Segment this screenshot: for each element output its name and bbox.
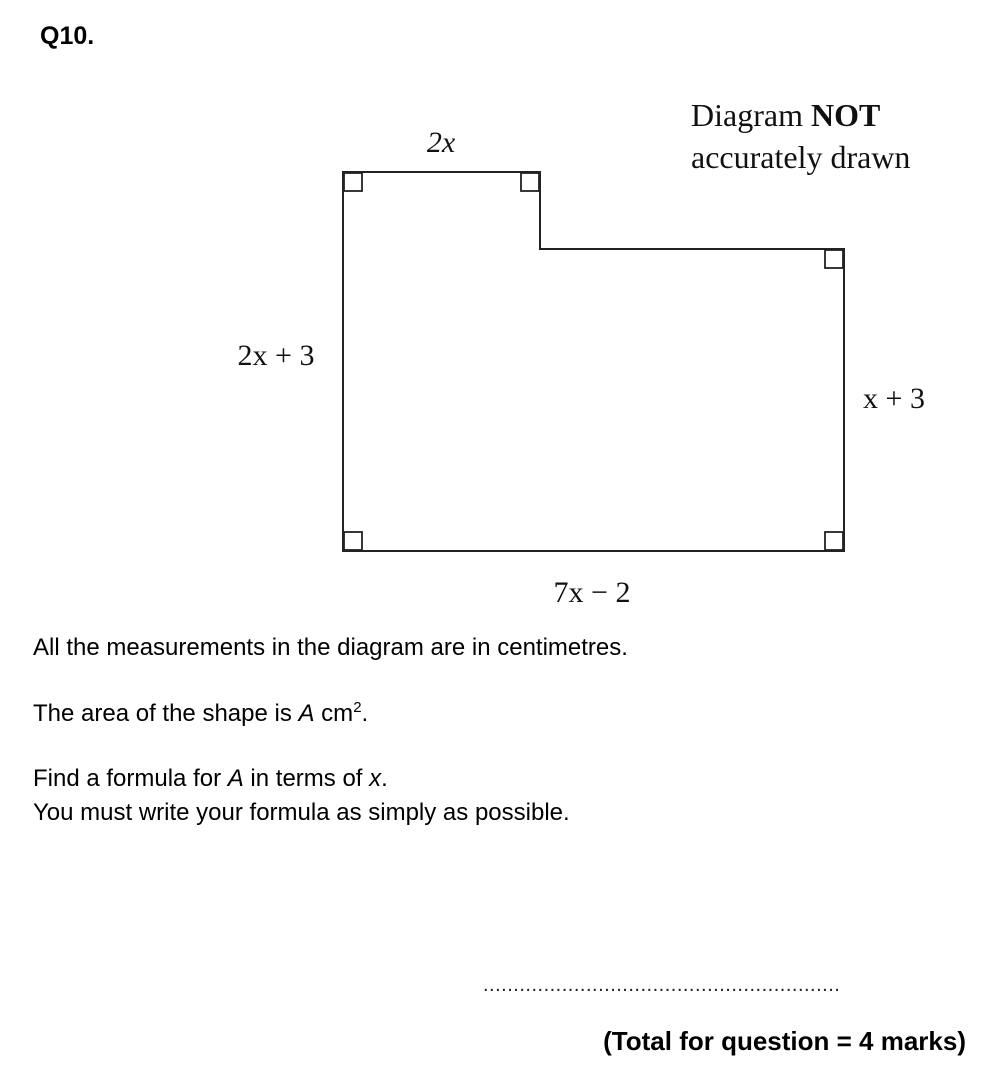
label-right-height: x + 3 <box>863 382 925 415</box>
answer-line[interactable]: ........................................................... <box>483 974 841 996</box>
right-angle-marker <box>344 532 362 550</box>
right-angle-marker <box>825 532 843 550</box>
diagram-note-line1: Diagram NOT <box>691 97 881 133</box>
right-angle-marker <box>825 250 843 268</box>
question-number: Q10. <box>40 22 95 50</box>
label-top-width: 2x <box>426 126 456 159</box>
diagram-note-line2: accurately drawn <box>691 139 911 175</box>
instruction-text: Find a formula for A in terms of x. You must write your formula as simply as possible. <box>33 765 570 826</box>
label-left-height: 2x + 3 <box>237 339 315 372</box>
measurement-text: All the measurements in the diagram are in centimetres. <box>33 634 628 661</box>
right-angle-marker <box>521 173 539 191</box>
area-text: The area of the shape is A $cm^2$. <box>33 699 369 727</box>
l-shape-outline <box>343 172 844 551</box>
label-bottom-width: 7x − 2 <box>553 576 631 609</box>
total-marks: (Total for question = 4 marks) <box>603 1026 966 1056</box>
right-angle-marker <box>344 173 362 191</box>
